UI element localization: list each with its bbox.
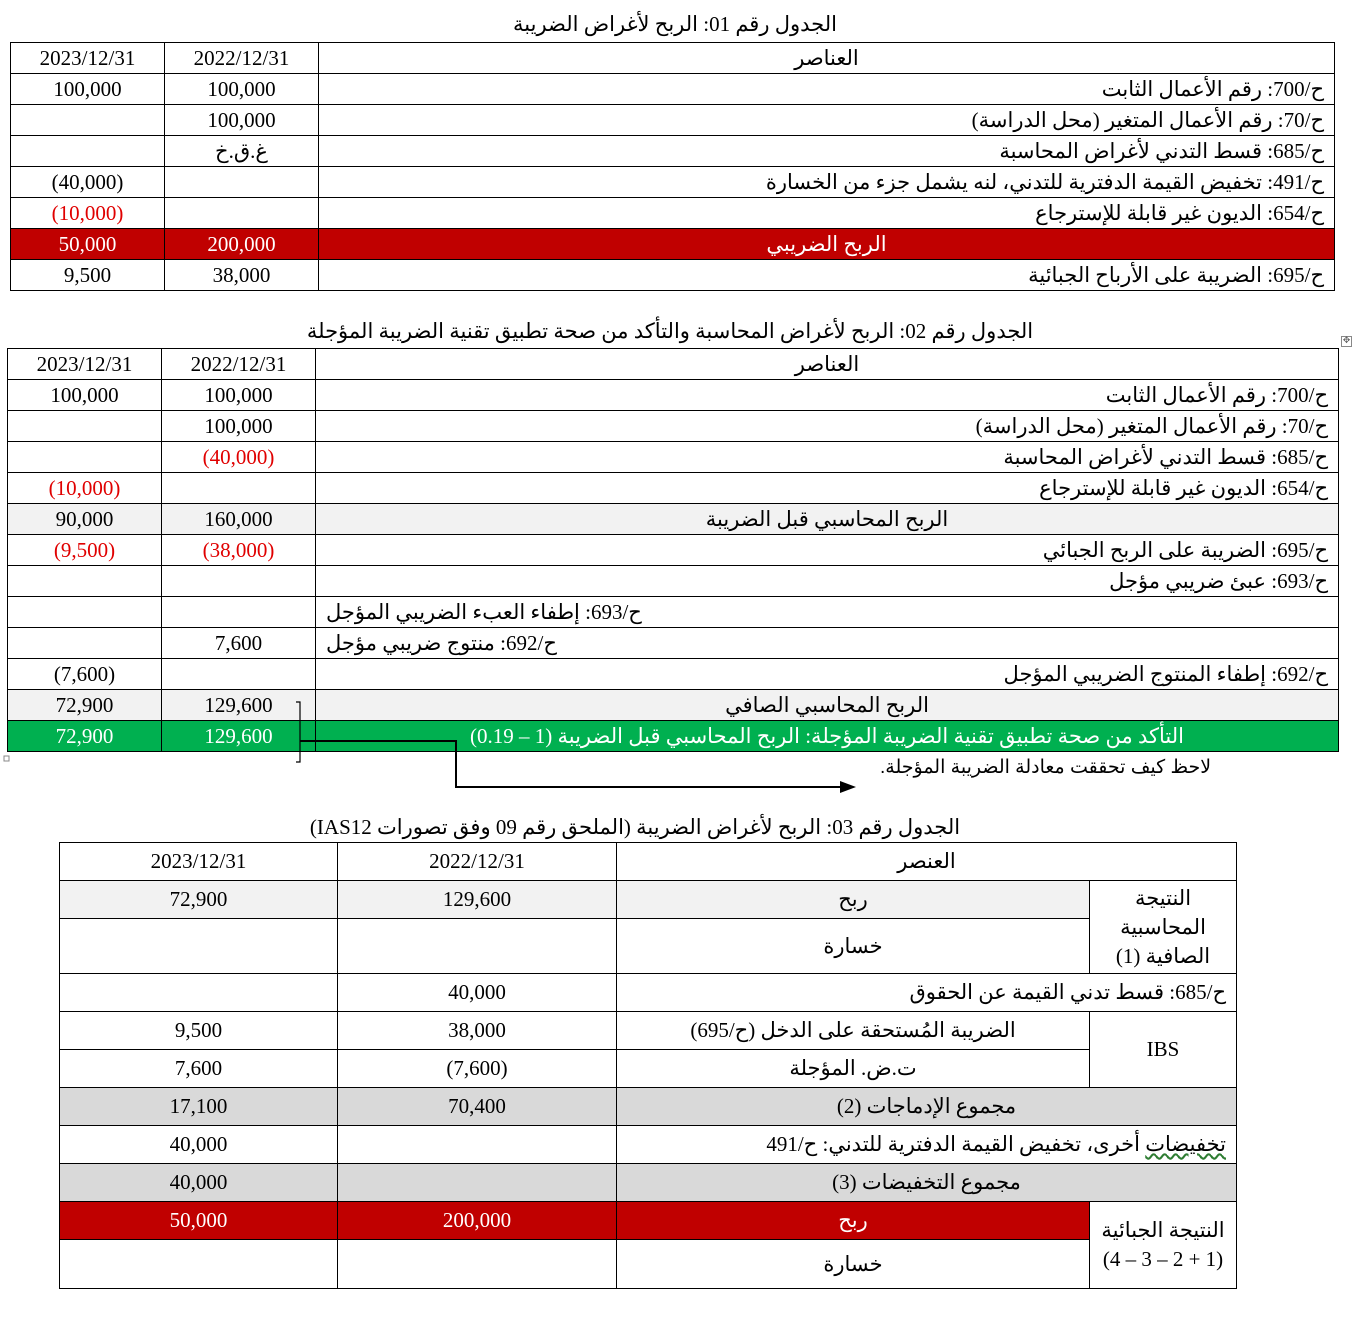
row-label: ح/700: رقم الأعمال الثابت [316,380,1339,411]
cell-2023 [60,1240,338,1289]
row-label: ح/693: إطفاء العبء الضريبي المؤجل [316,597,1339,628]
cell-2023: 72,900 [8,721,162,752]
cell-2022: 38,000 [165,260,319,291]
arrow-head [840,781,856,793]
cell-2022: 200,000 [338,1202,617,1240]
cell-2023: 17,100 [60,1088,338,1126]
resize-handle-icon [4,756,9,761]
cell-2023: (9,500) [8,535,162,566]
table-header-row [60,843,1237,881]
cell-2023: 9,500 [11,260,165,291]
header-2023: 2023/12/31 [60,843,338,881]
cell-2022: (40,000) [162,442,316,473]
table3-caption: الجدول رقم 03: الربح لأغراض الضريبة (الملحق رقم 09 وفق تصورات IAS12) [309,815,961,839]
row-label: ت.ض. المؤجلة [617,1050,1090,1088]
header-2022: 2022/12/31 [165,43,319,74]
header-2023: 2023/12/31 [11,43,165,74]
cell-2022 [338,1240,617,1289]
cell-2023: 50,000 [60,1202,338,1240]
cell-2022: 7,600 [162,628,316,659]
row-label: خسارة [617,919,1090,974]
cell-2023: 100,000 [8,380,162,411]
table-row-deductions-total [60,1164,1237,1202]
row-label: ح/692: منتوج ضريبي مؤجل [316,628,1339,659]
cell-2022 [338,919,617,974]
cell-2023: (10,000) [8,473,162,504]
row-label [617,1126,1237,1164]
cell-2022 [338,1164,617,1202]
row-label: ح/70: رقم الأعمال المتغير (محل الدراسة) [316,411,1339,442]
equation-note: لاحظ كيف تحققت معادلة الضريبة المؤجلة. [880,757,1212,778]
cell-2022: 129,600 [162,690,316,721]
row-label: مجموع الإدماجات (2) [617,1088,1237,1126]
cell-2023: 7,600 [60,1050,338,1088]
cell-2022 [338,1126,617,1164]
row-label: ح/491: تخفيض القيمة الدفترية للتدني، لنه يشمل جزء من الخسارة [319,167,1335,198]
row-label: ح/700: رقم الأعمال الثابت [319,74,1335,105]
cell-2023: 40,000 [60,1164,338,1202]
row-label: مجموع التخفيضات (3) [617,1164,1237,1202]
cell-2023: 72,900 [60,881,338,919]
table1-caption: الجدول رقم 01: الربح لأغراض الضريبة [513,12,837,36]
cell-2023: 40,000 [60,1126,338,1164]
row-label: الربح الضريبي [319,229,1335,260]
row-label: الربح المحاسبي قبل الضريبة [316,504,1339,535]
row-label: خسارة [617,1240,1090,1289]
ibs-label: IBS [1090,1012,1237,1088]
row-label: ربح [617,881,1090,919]
cell-2022: غ.ق.خ [165,136,319,167]
cell-2022: 100,000 [162,380,316,411]
arrow-line [300,741,845,787]
cell-2022: (38,000) [162,535,316,566]
row-label: ربح [617,1202,1090,1240]
cell-2022: 40,000 [338,974,617,1012]
row-label: ح/685: قسط التدني لأغراض المحاسبة [319,136,1335,167]
cell-2023: (10,000) [11,198,165,229]
row-label: ح/692: إطفاء المنتوج الضريبي المؤجل [316,659,1339,690]
cell-2022: (7,600) [338,1050,617,1088]
table-row [60,1012,1237,1050]
spellcheck-word: تخفيضات [1145,1132,1226,1156]
table3 [59,842,1237,1289]
bracket-shape [296,702,300,762]
cell-2023: (40,000) [11,167,165,198]
fiscal-result-label: النتيجة الجبائية (1 + 2 – 3 – 4) [1090,1202,1237,1289]
cell-2022: 129,600 [162,721,316,752]
header-2023: 2023/12/31 [8,349,162,380]
cell-2023: 72,900 [8,690,162,721]
cell-2023: 100,000 [11,74,165,105]
header-items: العناصر [319,43,1335,74]
row-label: ح/654: الديون غير قابلة للإسترجاع [319,198,1335,229]
cell-2022: 129,600 [338,881,617,919]
cell-2023: 50,000 [11,229,165,260]
cell-2022: 200,000 [165,229,319,260]
table2-caption: الجدول رقم 02: الربح لأغراض المحاسبة والتأكد من صحة تطبيق تقنية الضريبة المؤجلة [306,319,1034,343]
header-2022: 2022/12/31 [338,843,617,881]
row-label: ح/695: الضريبة على الأرباح الجبائية [319,260,1335,291]
row-label: ح/70: رقم الأعمال المتغير (محل الدراسة) [319,105,1335,136]
table-move-handle-icon[interactable]: ✥ [1342,336,1351,346]
header-item: العنصر [617,843,1237,881]
cell-2023 [60,919,338,974]
table-row [60,1126,1237,1164]
cell-2022: 100,000 [162,411,316,442]
row-label: ح/685: قسط تدني القيمة عن الحقوق [617,974,1237,1012]
row-label: الربح المحاسبي الصافي [316,690,1339,721]
cell-2022: 100,000 [165,105,319,136]
row-label-rest: أخرى، تخفيض القيمة الدفترية للتدني: ح/491 [766,1132,1146,1156]
row-label: ح/695: الضريبة على الربح الجبائي [316,535,1339,566]
table-row [60,974,1237,1012]
row-label: ح/685: قسط التدني لأغراض المحاسبة [316,442,1339,473]
row-label: ح/693: عبئ ضريبي مؤجل [316,566,1339,597]
row-label: التأكد من صحة تطبيق تقنية الضريبة المؤجلة: الربح المحاسبي قبل الضريبة (1 – 0.19) [316,721,1339,752]
table-row [60,919,1237,974]
row-label: ح/654: الديون غير قابلة للإسترجاع [316,473,1339,504]
table-row [60,1050,1237,1088]
cell-2022: 70,400 [338,1088,617,1126]
header-2022: 2022/12/31 [162,349,316,380]
cell-2022: 38,000 [338,1012,617,1050]
cell-2023 [60,974,338,1012]
cell-2023: 90,000 [8,504,162,535]
cell-2022: 100,000 [165,74,319,105]
net-result-label: النتيجة المحاسبية الصافية (1) [1090,881,1237,974]
table-row-fiscal-profit [60,1202,1237,1240]
cell-2023: (7,600) [8,659,162,690]
row-label: الضريبة المُستحقة على الدخل (ح/695) [617,1012,1090,1050]
cell-2022: 160,000 [162,504,316,535]
header-items: العناصر [316,349,1339,380]
table-row-integrations-total [60,1088,1237,1126]
cell-2023: 9,500 [60,1012,338,1050]
table-row [60,1240,1237,1289]
table-row-net-profit [60,881,1237,919]
